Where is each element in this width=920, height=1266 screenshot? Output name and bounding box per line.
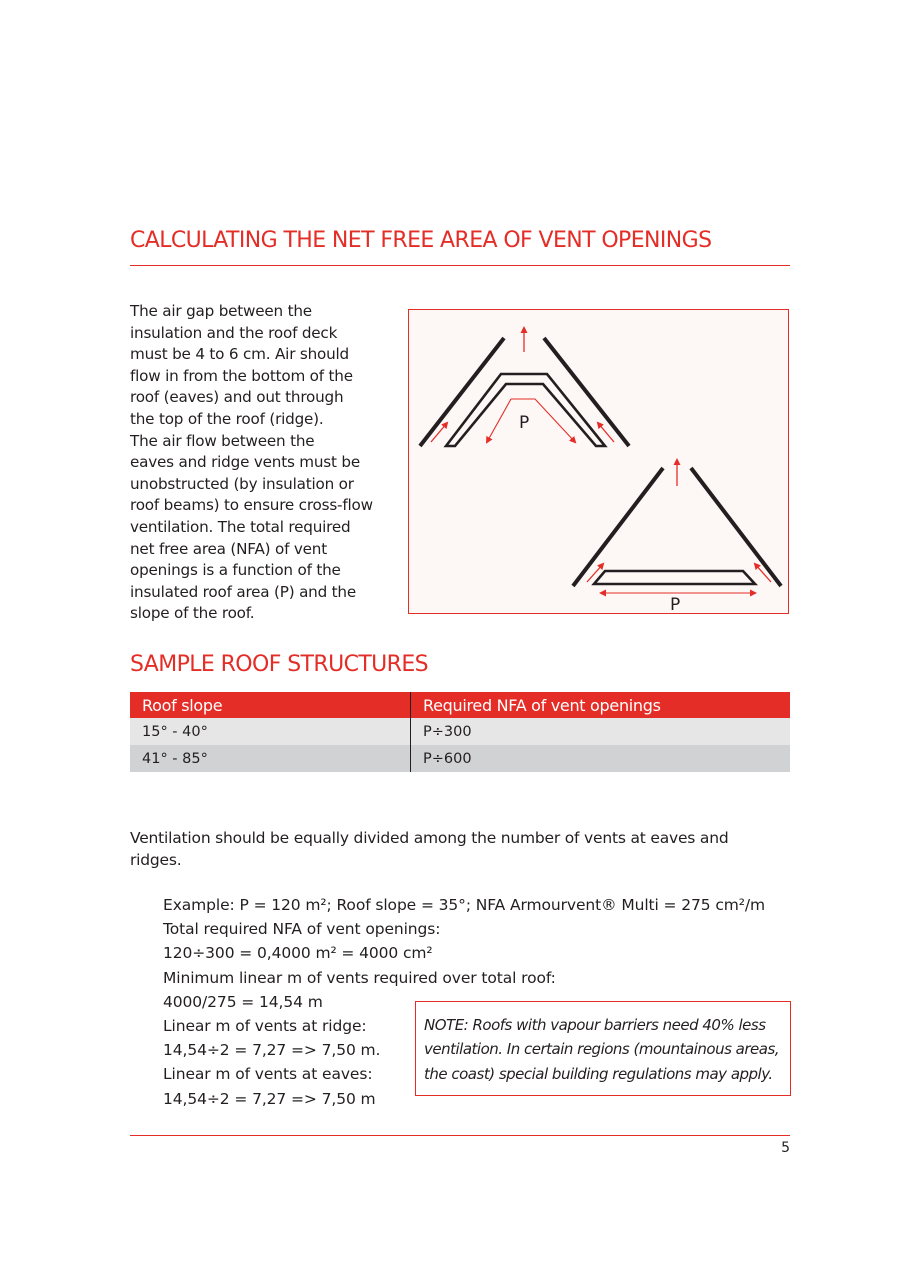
ventilation-paragraph: Ventilation should be equally divided among the number of vents at eaves and ridges. [130, 829, 729, 869]
ceiling-insulation-outline [594, 571, 755, 584]
roof-ventilation-diagram [408, 309, 789, 614]
note-box [415, 1001, 791, 1096]
example-line: 14,54÷2 = 7,27 => 7,50 m. [163, 1041, 381, 1060]
example-line: Example: P = 120 m²; Roof slope = 35°; NFA Armourvent® Multi = 275 cm²/m [163, 896, 766, 914]
roof-deck-right [544, 338, 629, 446]
example-line: Total required NFA of vent openings: [163, 920, 441, 939]
area-label-top: P [519, 413, 530, 433]
nfa-table [130, 692, 790, 772]
example-line: Linear m of vents at eaves: [163, 1065, 373, 1084]
column-header-required-nfa: Required NFA of vent openings [411, 692, 791, 718]
page-title: CALCULATING THE NET FREE AREA OF VENT OPENINGS [130, 228, 712, 253]
note-line: NOTE: Roofs with vapour barriers need 40% less [424, 1016, 766, 1034]
flat-ceiling-roof [573, 460, 781, 615]
intro-line: The air flow between the [130, 431, 315, 450]
example-line: Linear m of vents at ridge: [163, 1017, 367, 1036]
section-heading: SAMPLE ROOF STRUCTURES [130, 652, 429, 677]
roof-deck-left [420, 338, 504, 446]
note-line: the coast) special building regulations may apply. [424, 1064, 773, 1083]
intro-paragraph [130, 301, 375, 625]
cell-roof-slope: 15° - 40° [130, 718, 411, 745]
table-row [130, 718, 790, 745]
page-number: 5 [781, 1140, 790, 1156]
steep-roof [420, 328, 629, 446]
column-header-roof-slope: Roof slope [130, 692, 411, 718]
example-line: Minimum linear m of vents required over total roof: [163, 968, 556, 987]
roof-deck-right [691, 468, 781, 586]
intro-line: The air gap between the [130, 302, 312, 320]
example-line: 120÷300 = 0,4000 m² = 4000 cm² [163, 944, 433, 963]
intro-line: openings is a function of the [130, 561, 341, 580]
example-line: 14,54÷2 = 7,27 => 7,50 m [163, 1089, 376, 1108]
table-row [130, 745, 790, 772]
area-label-bottom: P [670, 595, 681, 615]
note-line: ventilation. In certain regions (mountainous areas, [424, 1040, 780, 1059]
cell-required-nfa: P÷600 [411, 745, 791, 772]
roof-diagram-svg [409, 310, 790, 615]
title-rule [130, 265, 790, 266]
intro-line: unobstructed (by insulation or [130, 474, 354, 493]
intro-line: flow in from the bottom of the [130, 366, 353, 385]
intro-line: roof beams) to ensure cross-flow [130, 496, 373, 515]
area-arrow-left [487, 399, 511, 442]
intro-line: insulated roof area (P) and the [130, 582, 357, 601]
cell-required-nfa: P÷300 [411, 718, 791, 745]
intro-line: roof (eaves) and out through [130, 388, 344, 407]
intro-line: slope of the roof. [130, 604, 255, 623]
table-header-row [130, 692, 790, 718]
roof-deck-left [573, 468, 663, 586]
intro-line: net free area (NFA) of vent [130, 539, 327, 558]
footer-rule [130, 1135, 790, 1136]
intro-line: insulation and the roof deck [130, 323, 338, 342]
example-line: 4000/275 = 14,54 m [163, 992, 323, 1011]
cell-roof-slope: 41° - 85° [130, 745, 411, 772]
intro-line: the top of the roof (ridge). [130, 409, 324, 428]
intro-line: must be 4 to 6 cm. Air should [130, 345, 349, 364]
intro-line: ventilation. The total required [130, 517, 351, 536]
intro-line: eaves and ridge vents must be [130, 453, 360, 472]
